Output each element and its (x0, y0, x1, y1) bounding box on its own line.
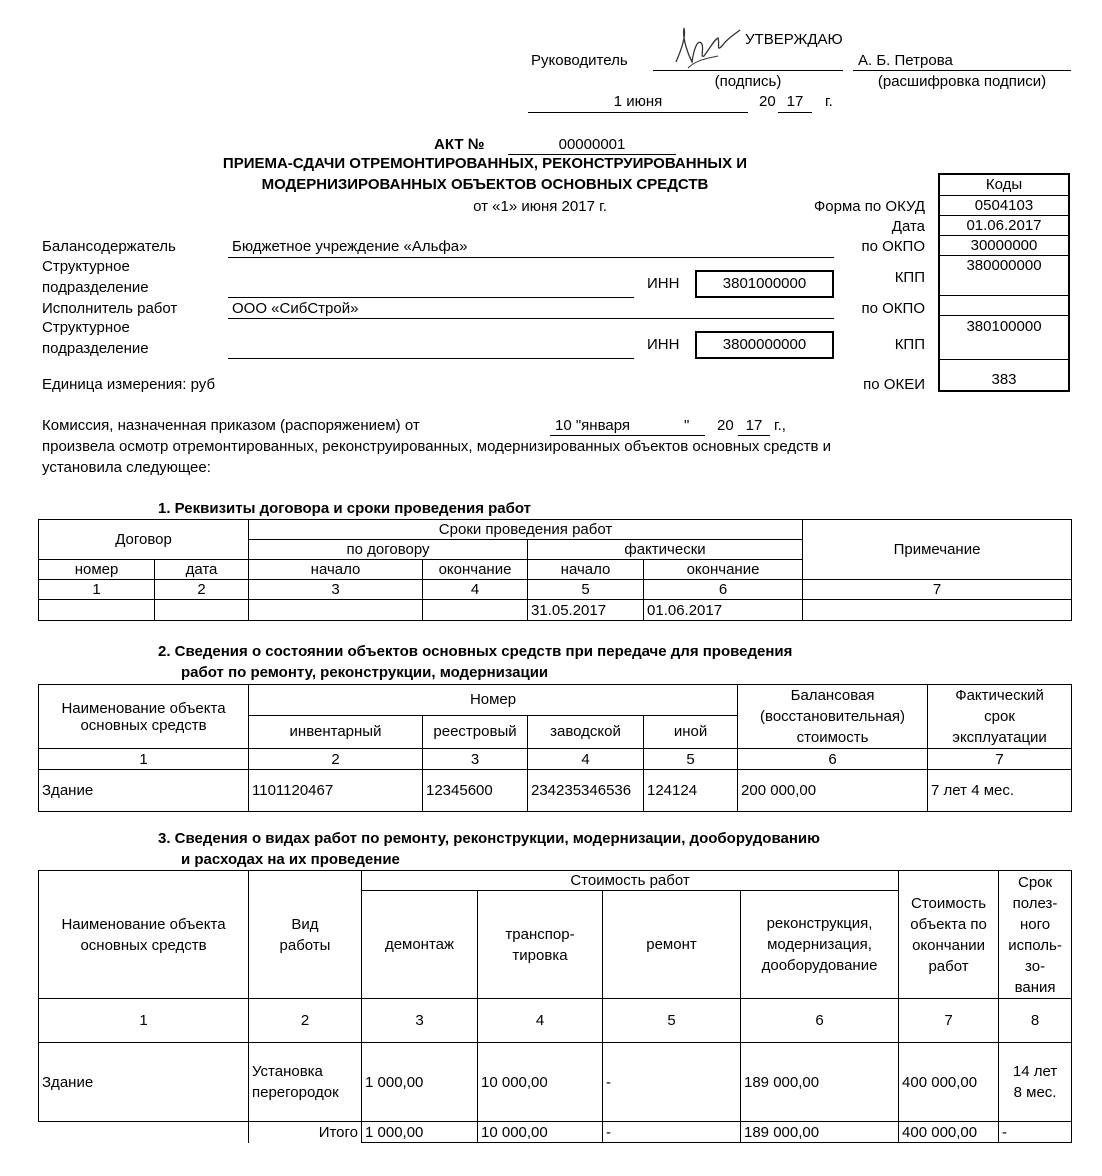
s1-num-1: 1 (39, 580, 155, 600)
okpo-value-2 (939, 295, 1069, 315)
s3-h-life-3: ного (1019, 915, 1051, 933)
s3-h-name-1: Наименование объекта (61, 915, 226, 933)
commission-year-line (738, 435, 770, 436)
contractor-value: ООО «СибСтрой» (232, 300, 359, 317)
s1-num-2: 2 (155, 580, 249, 600)
s3-num-6: 6 (741, 999, 899, 1043)
commission-year-prefix: 20 (717, 417, 734, 434)
holder-line (228, 257, 834, 258)
s1-h-start: начало (249, 560, 423, 580)
s1-num-6: 6 (644, 580, 803, 600)
s2-num-6: 6 (738, 749, 928, 770)
s2-cell-factory: 234235346536 (528, 770, 644, 812)
s3-h-transport-1: транспор- (505, 925, 575, 943)
s3-h-life (999, 871, 1072, 999)
s1-h-number: номер (39, 560, 155, 580)
s3-h-total-2: объекта по (910, 915, 987, 933)
s2-h-name-2: основных средств (80, 716, 207, 734)
s3-total-recon: 189 000,00 (741, 1122, 899, 1143)
s3-cell-life-2: 8 мес. (1013, 1084, 1057, 1101)
s3-total-blank (39, 1122, 249, 1143)
s3-h-repair: ремонт (603, 891, 741, 999)
s2-h-other: иной (644, 715, 738, 748)
s3-total-repair: - (603, 1122, 741, 1143)
signature-line (653, 70, 843, 71)
commission-day: 10 "января (555, 417, 631, 434)
approval-date: 1 июня (613, 93, 663, 110)
s3-num-5: 5 (603, 999, 741, 1043)
s2-cell-inv: 1101120467 (249, 770, 423, 812)
okpo-value-1: 30000000 (939, 235, 1069, 255)
s1-cell-7 (803, 600, 1072, 621)
s1-num-4: 4 (423, 580, 528, 600)
approval-year-letter: г. (825, 93, 833, 110)
okpo-label-2: по ОКПО (861, 300, 925, 317)
inn-value-2: 3800000000 (695, 331, 834, 359)
s3-h-life-5: зо- (1025, 957, 1046, 975)
unit-label: Единица измерения: руб (42, 376, 216, 393)
commission-quote: " (684, 417, 690, 434)
s3-num-4: 4 (478, 999, 603, 1043)
struct-label-2a: Структурное (42, 319, 130, 336)
s3-cell-life-1: 14 лет (1012, 1063, 1058, 1080)
s3-h-total (899, 871, 999, 999)
s1-h-start2: начало (528, 560, 644, 580)
codes-header: Коды (939, 174, 1069, 195)
s2-num-1: 1 (39, 749, 249, 770)
s2-cell-name: Здание (39, 770, 249, 812)
s3-h-kind-1: Вид (291, 915, 319, 933)
s3-data-row (39, 1043, 1072, 1122)
kpp-value-1: 380000000 (939, 255, 1069, 295)
signature-caption: (подпись) (714, 73, 782, 90)
section2-table (38, 684, 1072, 812)
s1-num-5: 5 (528, 580, 644, 600)
s2-h-reg: реестровый (423, 715, 528, 748)
s2-h-factory: заводской (528, 715, 644, 748)
act-number: 00000001 (558, 136, 626, 153)
s3-h-name (39, 871, 249, 999)
s1-cell-2 (155, 600, 249, 621)
codes-table (938, 173, 1070, 392)
kpp-label-2: КПП (894, 336, 925, 353)
struct-label-2b: подразделение (42, 340, 149, 357)
s2-h-period-3: эксплуатации (952, 729, 1047, 746)
s2-h-period (928, 685, 1072, 749)
s3-cell-total: 400 000,00 (899, 1043, 999, 1122)
s1-h-date: дата (155, 560, 249, 580)
s3-num-1: 1 (39, 999, 249, 1043)
act-title-line2: МОДЕРНИЗИРОВАННЫХ ОБЪЕКТОВ ОСНОВНЫХ СРЕДСТВ (261, 176, 709, 193)
date-label: Дата (891, 218, 925, 235)
s3-h-life-6: вания (1014, 978, 1056, 996)
head-label: Руководитель (531, 52, 628, 69)
s2-h-period-2: срок (984, 708, 1015, 725)
s2-h-name (39, 685, 249, 749)
s3-total-total: 400 000,00 (899, 1122, 999, 1143)
s3-h-recon-2: модернизация, (767, 936, 872, 953)
act-number-label: АКТ № (434, 136, 485, 153)
commission-day-line (550, 435, 705, 436)
s3-h-transport-2: тировка (512, 946, 568, 964)
s1-cell-3 (249, 600, 423, 621)
s1-cell-1 (39, 600, 155, 621)
s3-cell-recon: 189 000,00 (741, 1043, 899, 1122)
okpo-label-1: по ОКПО (861, 238, 925, 255)
s3-num-8: 8 (999, 999, 1072, 1043)
act-date: от «1» июня 2017 г. (473, 198, 607, 215)
s3-cell-kind-2: перегородок (252, 1084, 339, 1101)
s2-num-7: 7 (928, 749, 1072, 770)
section2-title-line2: работ по ремонту, реконструкции, модернизации (181, 664, 549, 681)
s3-total-life: - (999, 1122, 1072, 1143)
holder-label: Балансодержатель (42, 238, 176, 255)
s1-h-by-contract: по договору (249, 540, 528, 560)
s2-num-3: 3 (423, 749, 528, 770)
s3-h-life-2: полез- (1012, 894, 1058, 912)
s3-h-total-4: работ (928, 957, 969, 975)
head-name: А. Б. Петрова (858, 52, 953, 69)
struct-line-2 (228, 358, 634, 359)
s3-h-recon (741, 891, 899, 999)
s2-num-4: 4 (528, 749, 644, 770)
s2-num-2: 2 (249, 749, 423, 770)
approval-date-line (528, 112, 748, 113)
section3-title-line1: 3. Сведения о видах работ по ремонту, реконструкции, модернизации, дооборудованию (158, 830, 820, 847)
s1-h-note: Примечание (803, 520, 1072, 580)
commission-line1: Комиссия, назначенная приказом (распоряжением) от (42, 417, 420, 434)
s3-cell-kind-1: Установка (252, 1063, 323, 1080)
act-title-line1: ПРИЕМА-СДАЧИ ОТРЕМОНТИРОВАННЫХ, РЕКОНСТРУИРОВАННЫХ И (222, 155, 748, 172)
s1-num-3: 3 (249, 580, 423, 600)
approval-year-line (778, 112, 812, 113)
s3-total-label: Итого (249, 1122, 362, 1143)
holder-value: Бюджетное учреждение «Альфа» (232, 238, 468, 255)
contractor-line (228, 318, 834, 319)
s3-h-cost: Стоимость работ (362, 871, 899, 891)
okud-value: 0504103 (939, 195, 1069, 215)
name-line (853, 70, 1071, 71)
commission-line2: произвела осмотр отремонтированных, реконструированных, модернизированных объектов основных средств и (42, 438, 832, 455)
s1-data-row (39, 600, 1072, 621)
s3-h-recon-1: реконструкция, (766, 915, 873, 932)
section3-title-line2: и расходах на их проведение (181, 851, 400, 868)
s2-cell-period: 7 лет 4 мес. (928, 770, 1072, 812)
s3-total-transport: 10 000,00 (478, 1122, 603, 1143)
s2-cell-other: 124124 (644, 770, 738, 812)
s3-h-transport (478, 891, 603, 999)
s3-h-total-3: окончании (912, 936, 985, 954)
s1-num-7: 7 (803, 580, 1072, 600)
s3-total-dismantle: 1 000,00 (362, 1122, 478, 1143)
s1-cell-4 (423, 600, 528, 621)
section2-title-line1: 2. Сведения о состоянии объектов основных средств при передаче для проведения (158, 643, 793, 660)
commission-year-letter: г., (774, 417, 786, 434)
s2-cell-balance: 200 000,00 (738, 770, 928, 812)
s3-num-3: 3 (362, 999, 478, 1043)
kpp-value-2: 380100000 (939, 315, 1069, 359)
signature-icon (668, 18, 748, 70)
commission-year-suffix: 17 (745, 417, 763, 434)
s1-h-contract: Договор (39, 520, 249, 560)
s2-h-balance-1: Балансовая (790, 687, 875, 704)
section1-title: 1. Реквизиты договора и сроки проведения работ (158, 500, 532, 517)
section3-table (38, 870, 1072, 1143)
s2-h-inv: инвентарный (249, 715, 423, 748)
s3-num-7: 7 (899, 999, 999, 1043)
s3-h-dismantle: демонтаж (362, 891, 478, 999)
s2-data-row (39, 770, 1072, 812)
decoding-caption: (расшифровка подписи) (877, 73, 1047, 90)
section1-table (38, 519, 1072, 621)
s3-total-row (39, 1122, 1072, 1143)
inn-value-1: 3801000000 (695, 270, 834, 298)
s1-h-end: окончание (423, 560, 528, 580)
s2-h-balance-3: стоимость (796, 729, 869, 746)
inn-label-2: ИНН (647, 336, 680, 353)
s2-h-name-1: Наименование объекта (61, 699, 226, 717)
s3-h-life-4: исполь- (1008, 936, 1062, 954)
s2-h-balance-2: (восстановительная) (760, 708, 906, 725)
s3-num-2: 2 (249, 999, 362, 1043)
s3-cell-dismantle: 1 000,00 (362, 1043, 478, 1122)
struct-label-1a: Структурное (42, 258, 130, 275)
s2-h-balance (738, 685, 928, 749)
contractor-label: Исполнитель работ (42, 300, 178, 317)
inn-label-1: ИНН (647, 275, 680, 292)
s3-cell-kind (249, 1043, 362, 1122)
s3-cell-life (999, 1043, 1072, 1122)
approve-label: УТВЕРЖДАЮ (745, 31, 843, 48)
s1-h-terms: Сроки проведения работ (249, 520, 803, 540)
okei-value: 383 (939, 359, 1069, 391)
s2-cell-reg: 12345600 (423, 770, 528, 812)
s1-h-end2: окончание (644, 560, 803, 580)
s2-num-5: 5 (644, 749, 738, 770)
kpp-label-1: КПП (894, 269, 925, 286)
approval-year-prefix: 20 (759, 93, 776, 110)
s3-h-name-2: основных средств (80, 936, 207, 954)
s3-cell-name: Здание (39, 1043, 249, 1122)
struct-line-1 (228, 297, 634, 298)
s2-h-period-1: Фактический (955, 687, 1044, 704)
s1-cell-6: 01.06.2017 (644, 600, 803, 621)
struct-label-1b: подразделение (42, 279, 149, 296)
s3-h-total-1: Стоимость (910, 894, 987, 912)
s3-cell-transport: 10 000,00 (478, 1043, 603, 1122)
s3-cell-repair: - (603, 1043, 741, 1122)
okud-label: Форма по ОКУД (813, 198, 925, 215)
approval-year-suffix: 17 (786, 93, 804, 110)
s2-h-number: Номер (249, 685, 738, 716)
s3-h-recon-3: дооборудование (761, 957, 878, 974)
date-value: 01.06.2017 (939, 215, 1069, 235)
s3-h-kind (249, 871, 362, 999)
s3-h-life-1: Срок (1018, 873, 1053, 891)
s1-h-actual: фактически (528, 540, 803, 560)
s1-cell-5: 31.05.2017 (528, 600, 644, 621)
okei-label: по ОКЕИ (863, 376, 925, 393)
commission-line3: установила следующее: (42, 459, 211, 476)
s3-h-kind-2: работы (279, 936, 331, 954)
